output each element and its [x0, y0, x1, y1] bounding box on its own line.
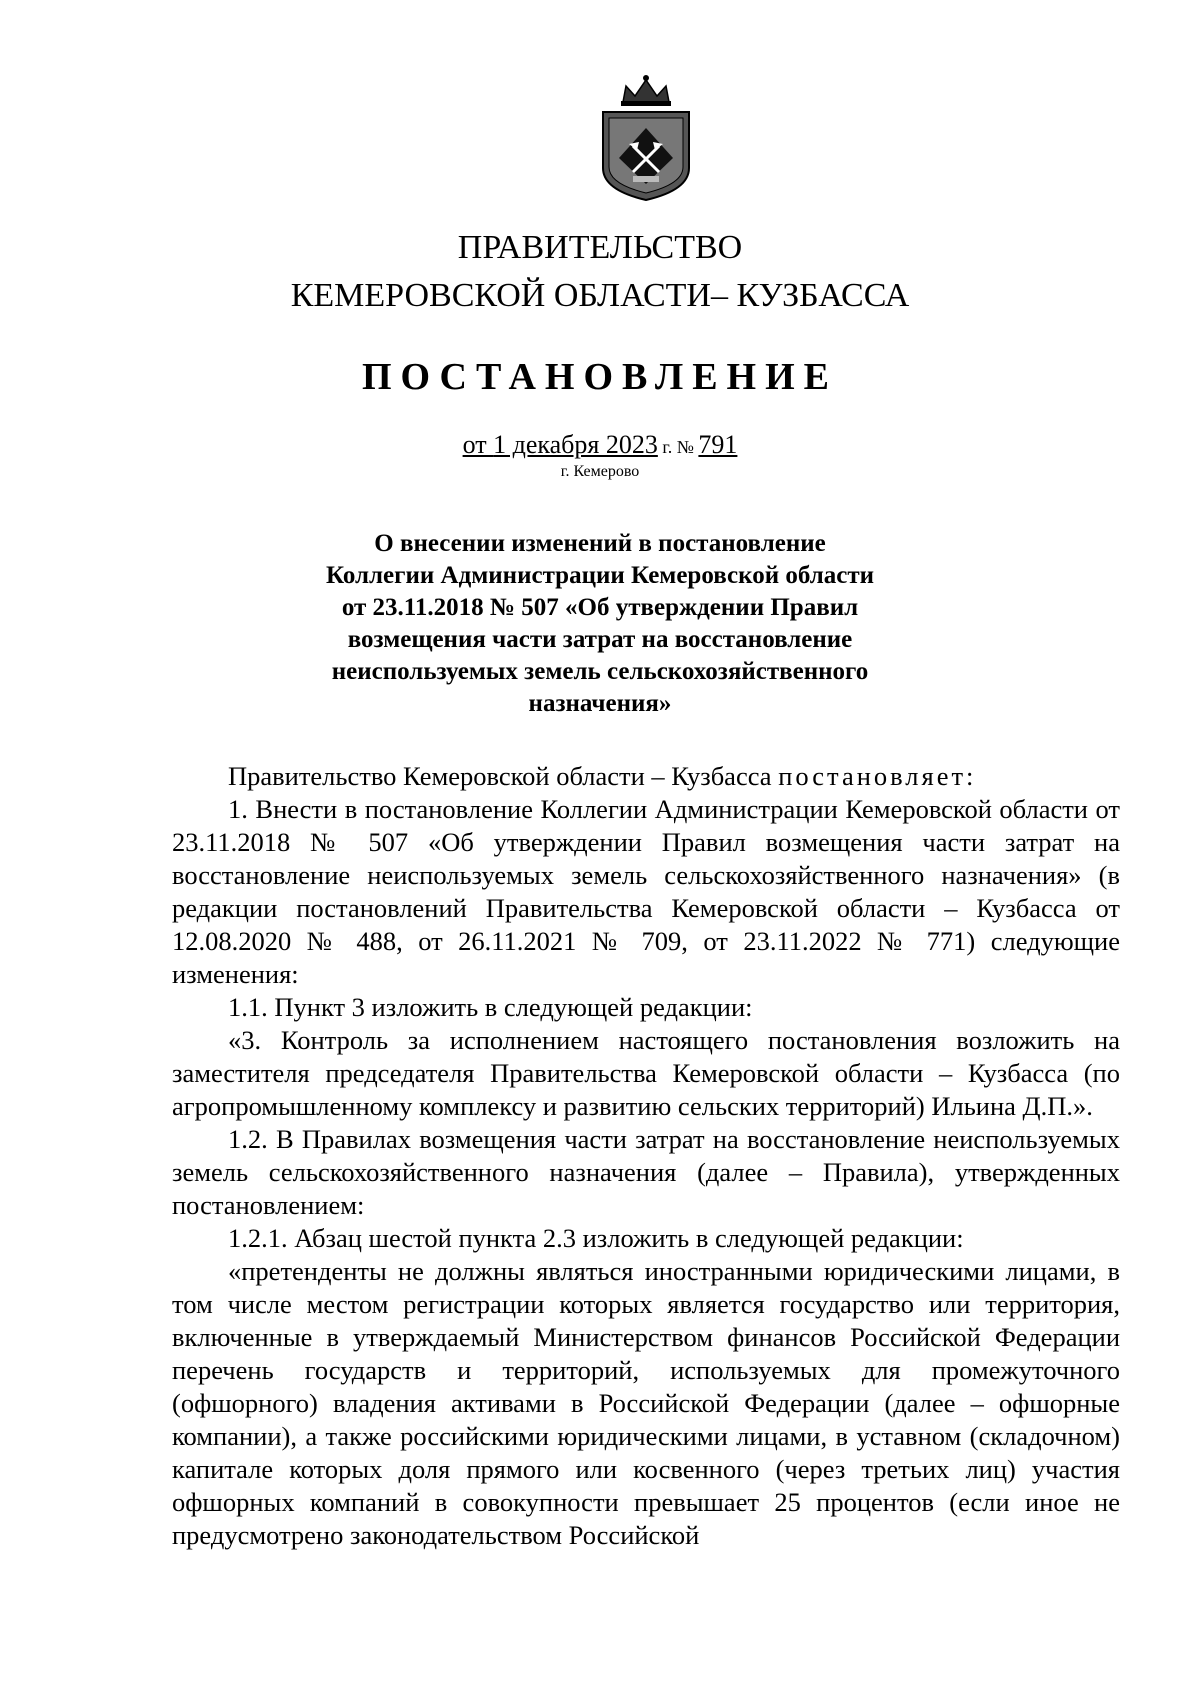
paragraph-1-2-1-text: «претенденты не должны являться иностранными юридическими лицами, в том числе местом регистрации которых является государство или территория, включенные в утверждаемый Министерством финансов Российской Федерации перечень государств и территорий, используемых для промежуточного (офшорного) владения активами в Российской Федерации (далее – офшорные компании), а также российскими юридическими лицами, в уставном (складочном) капитале которых доля прямого или косвенного (через третьих лиц) участия офшорных компаний в совокупности превышает 25 процентов (если иное не предусмотрено законодательством Российской [172, 1256, 1120, 1550]
date-prefix: от [462, 430, 494, 459]
document-date: 1 декабря 2023 [493, 430, 658, 459]
paragraph-1-1-text: «3. Контроль за исполнением настоящего постановления возложить на заместителя председателя Правительства Кемеровской области – Кузбасса (по агропромышленному комплексу и развитию сельских территорий) Ильина Д.П.». [172, 1025, 1120, 1121]
number-sign: № [676, 437, 699, 457]
intro-text: Правительство Кемеровской области – Кузбасса [228, 761, 779, 791]
government-name-line1: ПРАВИТЕЛЬСТВО [457, 229, 743, 266]
city-name: г. Кемерово [560, 463, 640, 480]
paragraph-1: 1. Внести в постановление Коллегии Администрации Кемеровской области от 23.11.2018 № 507 «Об утверждении Правил возмещения части затрат на восстановление неиспользуемых земель сельскохозяйственного назначения» (в редакции постановлений Правительства Кемеровской области – Кузбасса от 12.08.2020 № 488, от 26.11.2021 № 709, от 23.11.2022 № 771) следующие изменения: [172, 794, 1120, 989]
paragraph-1-1: 1.1. Пункт 3 изложить в следующей редакции: [228, 992, 753, 1022]
document-number: 791 [698, 430, 738, 459]
intro-decree-word: постановляет: [778, 761, 977, 791]
intro-paragraph [172, 760, 1120, 793]
coat-of-arms-emblem [593, 72, 699, 202]
paragraph-1-2-1: 1.2.1. Абзац шестой пункта 2.3 изложить в следующей редакции: [228, 1223, 964, 1253]
document-title: О внесении изменений в постановление Коллегии Администрации Кемеровской области от 23.11.2018 № 507 «Об утверждении Правил возмещения части затрат на восстановление неиспользуемых земель сельскохозяйственного назначения» [325, 530, 875, 717]
paragraph-1-2: 1.2. В Правилах возмещения части затрат на восстановление неиспользуемых земель сельскохозяйственного назначения (далее – Правила), утвержденных постановлением: [172, 1124, 1120, 1220]
year-suffix: г. [657, 437, 677, 457]
government-name-line2: КЕМЕРОВСКОЙ ОБЛАСТИ– КУЗБАССА [290, 277, 910, 314]
document-body [172, 760, 1120, 1552]
date-number-line [0, 428, 1200, 464]
document-type-heading: ПОСТАНОВЛЕНИЕ [361, 356, 839, 398]
